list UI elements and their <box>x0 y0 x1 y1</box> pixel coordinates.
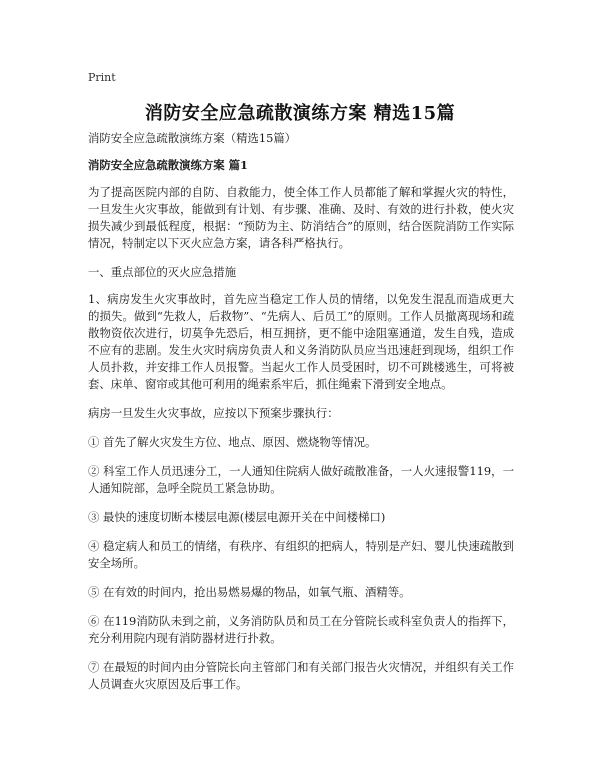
step-item: ⑤ 在有效的时间内，抢出易燃易爆的物品，如氧气瓶、酒精等。 <box>88 585 411 599</box>
document-body <box>88 130 514 693</box>
step-item: ④ 稳定病人和员工的情绪，有秩序、有组织的把病人，特别是产妇、婴儿快速疏散到安全场所。 <box>88 539 514 570</box>
step-item: ⑥ 在119消防队未到之前，义务消防队员和员工在分管院长或科室负责人的指挥下，充分利用院内现有消防器材进行扑救。 <box>88 614 514 645</box>
step-item: ② 科室工作人员迅速分工，一人通知住院病人做好疏散准备，一人火速报警119，一人通知院部，急呼全院员工紧急协助。 <box>88 464 514 495</box>
print-label: Print <box>88 71 116 84</box>
steps-intro: 病房一旦发生火灾事故，应按以下预案步骤执行： <box>88 406 339 420</box>
intro-paragraph: 为了提高医院内部的自防、自救能力，使全体工作人员都能了解和掌握火灾的特性，一旦发生火灾事故，能做到有计划、有步骤、准确、及时、有效的进行扑救，使火灾损失减少到最低程度，根据：“预防为主、防消结合”的原则，结合医院消防工作实际情况，特制定以下灭火应急方案，请各科严格执行。 <box>88 185 514 250</box>
document-subtitle: 消防安全应急疏散演练方案（精选15篇） <box>88 131 297 145</box>
item-one-paragraph: 1、病房发生火灾事故时，首先应当稳定工作人员的情绪，以免发生混乱而造成更大的损失。做到“先救人，后救物”、“先病人、后员工”的原则。工作人员撤离现场和疏散物资依次进行，切莫争先恐后，相互拥挤，更不能中途阻塞通道，发生自残，造成不应有的悲剧。发生火灾时病房负责人和义务消防队员应当迅速赶到现场，组织工作人员扑救，并安排工作人员报警。当起火工作人员受困时，切不可跳楼逃生，可将被套、床单、窗帘或其他可利用的绳索系牢后，抓住绳索下滑到安全地点。 <box>88 292 514 391</box>
step-item: ⑦ 在最短的时间内由分管院长向主管部门和有关部门报告火灾情况，并组织有关工作人员调查火灾原因及后事工作。 <box>88 660 514 691</box>
step-item: ① 首先了解火灾发生方位、地点、原因、燃烧物等情况。 <box>88 435 377 449</box>
section-heading: 消防安全应急疏散演练方案 篇1 <box>88 158 248 172</box>
page-title: 消防安全应急疏散演练方案 精选15篇 <box>144 103 456 124</box>
step-item: ③ 最快的速度切断本楼层电源(楼层电源开关在中间楼梯口) <box>88 510 386 524</box>
part-one-heading: 一、重点部位的灭火应急措施 <box>88 265 237 279</box>
